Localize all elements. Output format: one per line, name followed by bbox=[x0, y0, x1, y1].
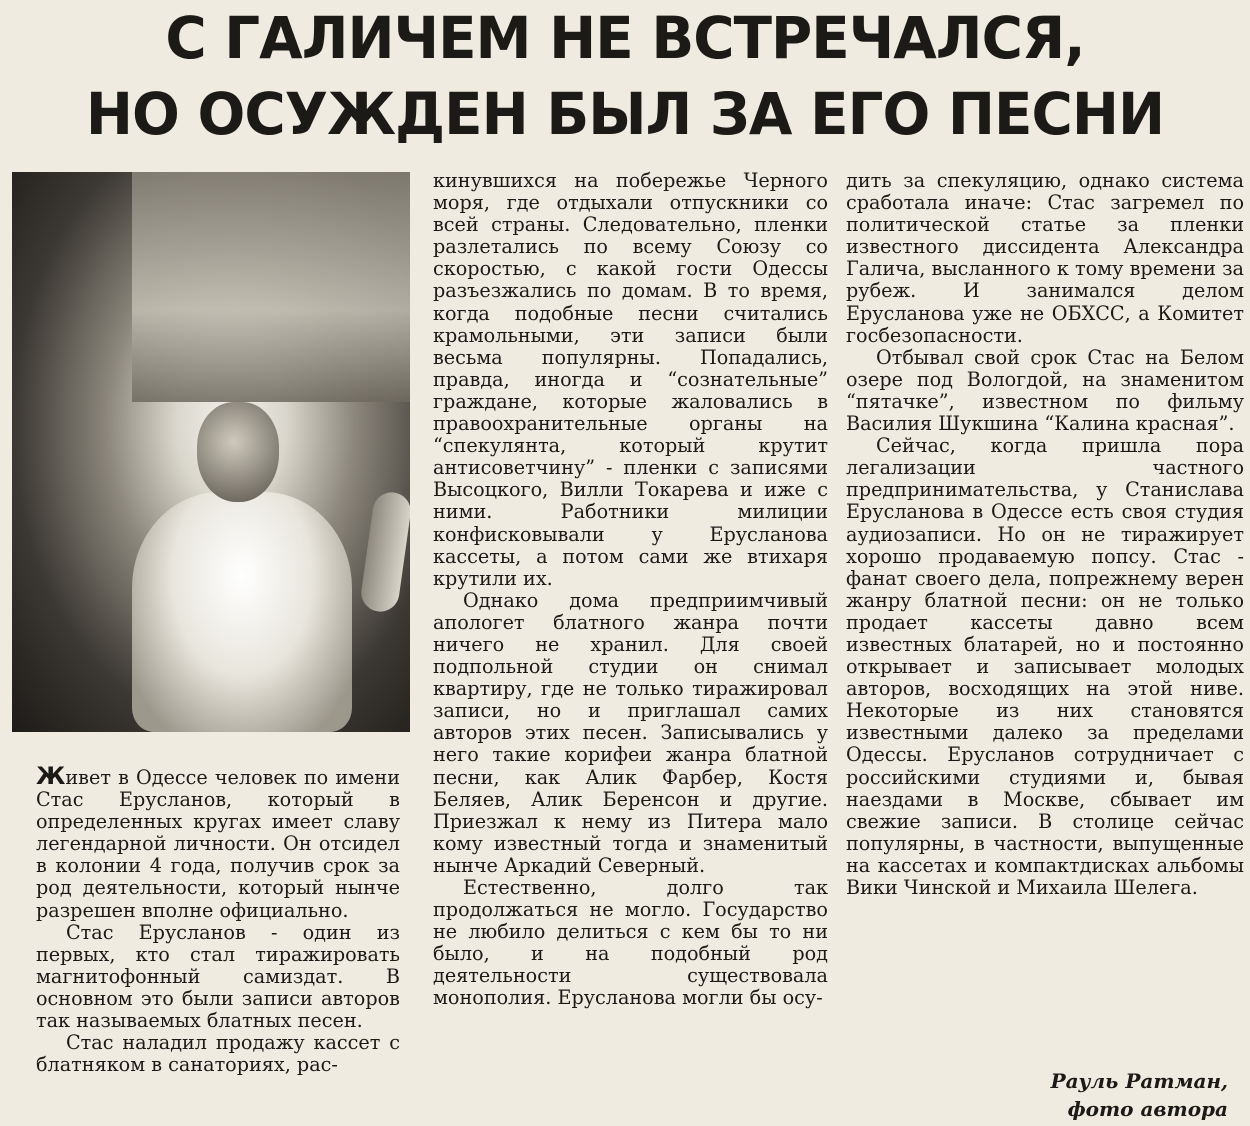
article-column-1 bbox=[36, 762, 400, 1077]
paragraph: кинувшихся на побережье Черного моря, где отдыхали отпускники со всей страны. Следовательно, пленки разлетались по всему Союзу со скоростью, с какой гости Одессы разъезжались по домам. В то время, когда подобные песни считались крамольными, эти записи были весьма популярны. Попадались, правда, иногда и “сознательные” граждане, которые жаловались в правоохранительные органы на “спекулянта, который крутит антисоветчину” - пленки с записями Высоцкого, Вилли Токарева и иже с ними. Работники милиции конфисковывали у Ерусланова кассеты, а потом сами же втихаря крутили их. bbox=[433, 169, 828, 590]
headline-line-1: С ГАЛИЧЕМ НЕ ВСТРЕЧАЛСЯ, bbox=[165, 4, 1085, 72]
photo-background bbox=[132, 172, 410, 402]
byline bbox=[1051, 1067, 1228, 1123]
article-photo bbox=[12, 172, 410, 732]
paragraph: дить за спекуляцию, однако система сработала иначе: Стас загремел по политической статье за пленки известного диссидента Александра Галича, высланного к тому времени за рубеж. И занимался делом Ерусланова уже не ОБХСС, а Комитет госбезопасности. bbox=[846, 169, 1244, 347]
headline-line-2: НО ОСУЖДЕН БЫЛ ЗА ЕГО ПЕСНИ bbox=[85, 80, 1165, 148]
paragraph: Стас наладил продажу кассет с блатняком в санаториях, рас- bbox=[36, 1031, 400, 1077]
article-column-2 bbox=[433, 170, 828, 1010]
paragraph-text: ивет в Одессе человек по имени Стас Еруcланов, который в определенных кругах имеет славу легендарной личности. Он отсидел в колонии 4 года, получив срок за род деятельности, который нынче разрешен вполне официально. bbox=[36, 766, 400, 922]
paragraph bbox=[36, 762, 400, 922]
drop-cap: Ж bbox=[36, 762, 66, 790]
photo-figure-head bbox=[197, 402, 279, 502]
photo-figure-torso bbox=[132, 492, 352, 732]
photo-figure-arm bbox=[359, 490, 410, 614]
photo-credit: фото автора bbox=[1067, 1097, 1228, 1121]
paragraph: Однако дома предприимчивый апологет блатного жанра почти ничего не хранил. Для своей подпольной студии он снимал квартиру, где не только тиражировал записи, но и приглашал самих авторов этих песен. Записывались у него такие корифеи жанра блатной песни, как Алик Фарбер, Костя Беляев, Алик Беренсон и другие. Приезжал к нему из Питера мало кому известный тогда и знаменитый нынче Аркадий Северный. bbox=[433, 588, 828, 877]
author-name: Рауль Ратман, bbox=[1050, 1069, 1228, 1093]
paragraph: Стас Ерусланов - один из первых, кто стал тиражировать магнитофонный самиздат. В основном это были записи авторов так называемых блатных песен. bbox=[36, 920, 400, 1033]
headline bbox=[19, 0, 1232, 160]
paragraph: Естественно, долго так продолжаться не могло. Государство не любило делиться с кем бы то ни было, и на подобный род деятельности существовала монополия. Ерусланова могли бы осу- bbox=[433, 876, 828, 1010]
paragraph: Отбывал свой срок Стас на Белом озере под Вологдой, на знаменитом “пятачке”, известном по фильму Василия Шукшина “Калина красная”. bbox=[846, 345, 1244, 436]
paragraph: Сейчас, когда пришла пора легализации частного предпринимательства, у Станислава Ерусланова в Одессе есть своя студия аудиозаписи. Но он не тиражирует хорошо продаваемую попсу. Стас - фанат своего дела, попрежнему верен жанру блатной песни: он не только продает кассеты давно всем известных блатарей, но и постоянно открывает и записывает молодых авторов, восходящих на этой ниве. Некоторые из них становятся известными далеко за пределами Одессы. Ерусланов сотрудничает с российскими студиями и, бывая наездами в Москве, сбывает им свежие записи. В столице сейчас популярны, в частности, выпущенные на кассетах и компактдисках альбомы Вики Чинской и Михаила Шелега. bbox=[846, 434, 1244, 899]
article-column-3 bbox=[846, 170, 1244, 899]
